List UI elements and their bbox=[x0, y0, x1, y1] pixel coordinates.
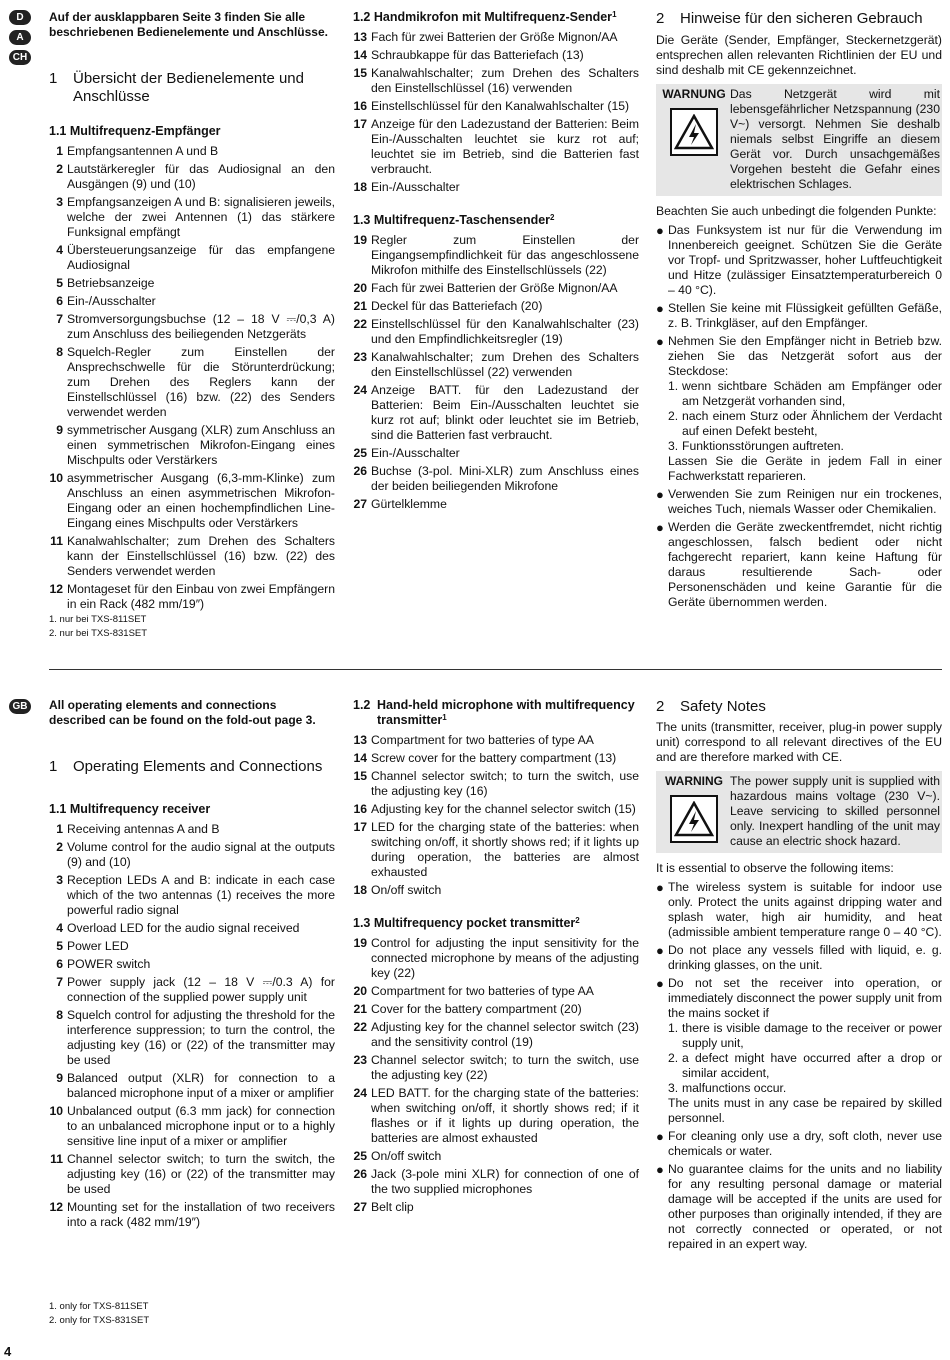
item-number: 15 bbox=[353, 769, 367, 783]
sub-item bbox=[668, 1081, 942, 1096]
item-number: 4 bbox=[56, 243, 63, 257]
item-text: Power supply jack (12 – 18 V ⎓/0.3 A) for connection of the supplied power supply unit bbox=[67, 975, 335, 1004]
item-number: 16 bbox=[353, 802, 367, 816]
list-item bbox=[49, 1071, 335, 1101]
en-section-2-title: Safety Notes bbox=[680, 698, 766, 715]
item-text: Ein-/Ausschalter bbox=[371, 180, 460, 194]
item-text: Fach für zwei Batterien der Größe Mignon/AA bbox=[371, 30, 618, 44]
list-item bbox=[353, 180, 639, 195]
language-badge-gb: GB bbox=[9, 699, 31, 714]
item-number: 19 bbox=[353, 233, 367, 247]
en-section-1-1-title: 1.1 Multifrequency receiver bbox=[49, 802, 211, 816]
en-section-1-heading bbox=[49, 758, 335, 776]
item-text: Regler zum Einstellen der Eingangsempfindlichkeit für das angeschlossene Mikrofon mithilfe des Einstellschlüssels (22) bbox=[371, 233, 639, 277]
de-footnote-2: 2. nur bei TXS-831SET bbox=[49, 628, 148, 639]
en-section-1-2-number: 1.2 bbox=[353, 698, 371, 712]
item-text: Control for adjusting the input sensitivity for the connected microphone by means of the adjusting key (22) bbox=[371, 936, 639, 980]
bullet-item bbox=[656, 880, 942, 940]
item-text: Empfangsantennen A und B bbox=[67, 144, 219, 158]
item-text: Ein-/Ausschalter bbox=[371, 446, 460, 460]
de-section-2-number: 2 bbox=[656, 10, 665, 27]
item-text: Balanced output (XLR) for connection to a balanced microphone input of a mixer or amplifier bbox=[67, 1071, 335, 1100]
bullet-text: For cleaning only use a dry, soft cloth, never use chemicals or water. bbox=[668, 1129, 942, 1158]
list-item bbox=[49, 534, 335, 579]
footnote-ref-2-en: 2 bbox=[575, 916, 580, 925]
item-number: 24 bbox=[353, 1086, 367, 1100]
list-item bbox=[353, 1020, 639, 1050]
item-number: 8 bbox=[56, 345, 63, 359]
item-number: 18 bbox=[353, 883, 367, 897]
item-text: Stromversorgungsbuchse (12 – 18 V ⎓/0,3 A) zum Anschluss des beiliegenden Netzgeräts bbox=[67, 312, 335, 341]
item-number: 17 bbox=[353, 820, 367, 834]
item-text: Fach für zwei Batterien der Größe Mignon/AA bbox=[371, 281, 618, 295]
item-number: 13 bbox=[353, 733, 367, 747]
bullet-item bbox=[656, 301, 942, 331]
item-text: Power LED bbox=[67, 939, 129, 953]
item-text: Cover for the battery compartment (20) bbox=[371, 1002, 582, 1016]
item-text: Squelch-Regler zum Einstellen der Ansprechschwelle für die Störunterdrückung; zum Drehen des Reglers kann der Einstellschlüssel (16) bzw. (22) des Senders verwendet werden bbox=[67, 345, 335, 419]
list-item bbox=[49, 582, 335, 612]
en-footnote-2: 2. only for TXS-831SET bbox=[49, 1315, 150, 1326]
item-number: 22 bbox=[353, 1020, 367, 1034]
list-item bbox=[353, 769, 639, 799]
list-item bbox=[353, 1200, 639, 1215]
language-divider bbox=[49, 669, 942, 670]
de-receiver-list bbox=[49, 144, 335, 612]
bullet-icon: ● bbox=[656, 1129, 664, 1144]
bullet-icon: ● bbox=[656, 520, 664, 535]
en-warning-text: The power supply unit is supplied with hazardous mains voltage (230 V~). Leave servicing to skilled personnel only. Inexpert handling of the unit may cause an electric shock hazard. bbox=[730, 774, 940, 848]
bullet-item bbox=[656, 943, 942, 973]
item-text: Mounting set for the installation of two receivers into a rack (482 mm/19″) bbox=[67, 1200, 335, 1229]
item-number: 25 bbox=[353, 1149, 367, 1163]
item-text: Kanalwahlschalter; zum Drehen des Schalters den Einstellschlüssel (22) verwenden bbox=[371, 350, 639, 379]
de-section-1-3-heading bbox=[353, 213, 639, 228]
list-item bbox=[49, 873, 335, 918]
item-text: symmetrischer Ausgang (XLR) zum Anschluss an einen symmetrischen Mikrofon-Eingang eines Mischpults oder Verstärkers bbox=[67, 423, 335, 467]
item-number: 21 bbox=[353, 1002, 367, 1016]
item-text: Anzeige für den Ladezustand der Batterien: Beim Ein-/Ausschalten leuchtet sie kurz rot auf; leuchtet sie im Betrieb, sind die Batterien fast verbraucht. bbox=[371, 117, 639, 176]
de-section-2-intro: Die Geräte (Sender, Empfänger, Steckernetzgerät) entsprechen allen relevanten Richtlinien der EU und sind deshalb mit CE gekennzeichnet. bbox=[656, 33, 942, 77]
list-item bbox=[353, 233, 639, 278]
list-item bbox=[49, 1008, 335, 1068]
en-section-2-heading bbox=[656, 698, 942, 716]
sub-item bbox=[668, 409, 942, 439]
item-text: LED BATT. for the charging state of the batteries: when switching on/off, it shortly shows red; if it flashes or if it lights up during operation, the batteries are almost exhausted bbox=[371, 1086, 639, 1145]
item-text: LED for the charging state of the batteries: when switching on/off, it shortly shows red; if it lights up during operation, the batteries are almost exhausted bbox=[371, 820, 639, 879]
item-number: 1 bbox=[56, 822, 63, 836]
de-column-2 bbox=[353, 10, 639, 515]
item-text: Overload LED for the audio signal received bbox=[67, 921, 300, 935]
list-item bbox=[49, 822, 335, 837]
item-number: 16 bbox=[353, 99, 367, 113]
item-number: 3 bbox=[56, 873, 63, 887]
bullet-text: Do not set the receiver into operation, or immediately disconnect the power supply unit from the mains socket if bbox=[668, 976, 942, 1020]
bullet-item bbox=[656, 487, 942, 517]
bullet-text: Stellen Sie keine mit Flüssigkeit gefüllten Gefäße, z. B. Trinkgläser, auf den Empfänger. bbox=[668, 301, 942, 330]
list-item bbox=[49, 939, 335, 954]
en-section-1-3-title: 1.3 Multifrequency pocket transmitter bbox=[353, 916, 576, 930]
list-item bbox=[353, 1086, 639, 1146]
de-section-2-title: Hinweise für den sicheren Gebrauch bbox=[680, 10, 923, 27]
item-text: Adjusting key for the channel selector switch (23) and the sensitivity control (19) bbox=[371, 1020, 639, 1049]
sub-item-number: 1. bbox=[668, 379, 679, 393]
list-item bbox=[353, 30, 639, 45]
sub-item-number: 3. bbox=[668, 1081, 679, 1095]
sub-item-text: malfunctions occur. bbox=[682, 1081, 787, 1095]
de-handheld-list bbox=[353, 30, 639, 195]
list-item bbox=[49, 471, 335, 531]
list-item bbox=[353, 299, 639, 314]
item-text: Belt clip bbox=[371, 1200, 414, 1214]
en-section-1-2-heading bbox=[353, 698, 639, 728]
item-text: Ein-/Ausschalter bbox=[67, 294, 156, 308]
list-item bbox=[49, 243, 335, 273]
item-number: 1 bbox=[56, 144, 63, 158]
sub-item-text: there is visible damage to the receiver or power supply unit, bbox=[682, 1021, 942, 1050]
en-section-2-intro: The units (transmitter, receiver, plug-in power supply unit) correspond to all relevant directives of the EU and are therefore marked with CE. bbox=[656, 720, 942, 764]
list-item bbox=[353, 350, 639, 380]
de-footnote-1: 1. nur bei TXS-811SET bbox=[49, 614, 147, 625]
item-text: Schraubkappe für das Batteriefach (13) bbox=[371, 48, 584, 62]
item-text: Betriebsanzeige bbox=[67, 276, 155, 290]
en-column-2 bbox=[353, 698, 639, 1218]
list-item bbox=[353, 66, 639, 96]
de-section-1-number: 1 bbox=[49, 70, 58, 87]
footnote-ref-2: 2 bbox=[550, 213, 555, 222]
item-text: Lautstärkeregler für das Audiosignal an den Ausgängen (9) und (10) bbox=[67, 162, 335, 191]
list-item bbox=[353, 99, 639, 114]
item-number: 25 bbox=[353, 446, 367, 460]
sub-item-number: 2. bbox=[668, 409, 679, 423]
item-text: Compartment for two batteries of type AA bbox=[371, 984, 594, 998]
de-footnotes bbox=[49, 613, 147, 641]
list-item bbox=[353, 317, 639, 347]
bullet-text: No guarantee claims for the units and no liability for any resulting personal damage or material damage will be accepted if the units are used for other purposes than originally intended, if they are not correctly connected or operated, or not repaired in an expert way. bbox=[668, 1162, 942, 1251]
sub-item-text: Funktionsstörungen auftreten. bbox=[682, 439, 844, 453]
item-number: 20 bbox=[353, 984, 367, 998]
list-item bbox=[353, 751, 639, 766]
item-number: 19 bbox=[353, 936, 367, 950]
list-item bbox=[353, 1149, 639, 1164]
item-number: 24 bbox=[353, 383, 367, 397]
en-footnote-1: 1. only for TXS-811SET bbox=[49, 1301, 149, 1312]
en-warning-box bbox=[656, 771, 942, 853]
bullet-item bbox=[656, 1129, 942, 1159]
item-number: 5 bbox=[56, 276, 63, 290]
item-number: 2 bbox=[56, 162, 63, 176]
item-number: 10 bbox=[49, 1104, 63, 1118]
item-number: 14 bbox=[353, 48, 367, 62]
item-number: 11 bbox=[50, 534, 63, 548]
item-number: 11 bbox=[50, 1152, 63, 1166]
en-footnotes bbox=[49, 1300, 149, 1328]
footnote-ref-1-en: 1 bbox=[442, 713, 447, 722]
list-item bbox=[49, 312, 335, 342]
list-item bbox=[49, 423, 335, 468]
de-intro: Auf der ausklappbaren Seite 3 finden Sie alle beschriebenen Bedienelemente und Anschlüsse. bbox=[49, 10, 328, 39]
list-item bbox=[353, 802, 639, 817]
item-number: 2 bbox=[56, 840, 63, 854]
list-item bbox=[49, 921, 335, 936]
high-voltage-icon bbox=[670, 108, 718, 156]
bullet-text: Verwenden Sie zum Reinigen nur ein trockenes, weiches Tuch, niemals Wasser oder Chemikalien. bbox=[668, 487, 942, 516]
de-section-1-2-title: 1.2 Handmikrofon mit Multifrequenz-Sender bbox=[353, 10, 613, 24]
page-number: 4 bbox=[4, 1344, 12, 1359]
bullet-icon: ● bbox=[656, 487, 664, 502]
list-item bbox=[49, 195, 335, 240]
item-text: On/off switch bbox=[371, 883, 442, 897]
item-text: Montageset für den Einbau von zwei Empfängern in ein Rack (482 mm/19″) bbox=[67, 582, 335, 611]
item-number: 7 bbox=[56, 975, 63, 989]
item-text: Receiving antennas A and B bbox=[67, 822, 220, 836]
bullet-icon: ● bbox=[656, 880, 664, 895]
item-number: 6 bbox=[56, 294, 63, 308]
list-item bbox=[49, 1152, 335, 1197]
bullet-item bbox=[656, 223, 942, 298]
bullet-text: The wireless system is suitable for indoor use only. Protect the units against dripping water and splash water, high air humidity, and heat (admissible ambient temperature range 0 – 40 °C). bbox=[668, 880, 942, 939]
sub-item bbox=[668, 379, 942, 409]
sub-item-number: 2. bbox=[668, 1051, 679, 1065]
en-section-1-2-title: Hand-held microphone with multifrequency transmitter bbox=[377, 698, 635, 727]
item-text: Buchse (3-pol. Mini-XLR) zum Anschluss eines der beiden beiliegenden Mikrofone bbox=[371, 464, 639, 493]
list-item bbox=[353, 281, 639, 296]
footnote-ref-1: 1 bbox=[612, 10, 617, 19]
de-section-2-heading bbox=[656, 10, 942, 28]
bullet-text: Nehmen Sie den Empfänger nicht in Betrieb bzw. ziehen Sie das Netzgerät sofort aus der Steckdose: bbox=[668, 334, 942, 378]
list-item bbox=[353, 117, 639, 177]
en-section-1-3-heading bbox=[353, 916, 639, 931]
item-text: Channel selector switch; to turn the switch, use the adjusting key (22) bbox=[371, 1053, 639, 1082]
list-item bbox=[49, 294, 335, 309]
list-item bbox=[353, 464, 639, 494]
list-item bbox=[353, 1167, 639, 1197]
item-number: 17 bbox=[353, 117, 367, 131]
language-badge-d: D bbox=[9, 10, 31, 25]
list-item bbox=[49, 162, 335, 192]
bullet-text: Das Funksystem ist nur für die Verwendung im Innenbereich geeignet. Schützen Sie die Geräte vor Tropf- und Spritzwasser, hoher Luftfeuchtigkeit und Hitze (zulässiger Einsatztemperaturbereich 0 – 40 °C). bbox=[668, 223, 942, 297]
item-text: Gürtelklemme bbox=[371, 497, 447, 511]
item-text: POWER switch bbox=[67, 957, 151, 971]
sub-item-text: nach einem Sturz oder Ähnlichem der Verdacht auf einen Defekt besteht, bbox=[682, 409, 942, 438]
item-text: On/off switch bbox=[371, 1149, 442, 1163]
bullet-icon: ● bbox=[656, 1162, 664, 1177]
item-text: Squelch control for adjusting the threshold for the interference suppression; to turn the control, the adjusting key (16) or (22) of the transmitter may be used bbox=[67, 1008, 335, 1067]
list-item bbox=[353, 883, 639, 898]
en-section-1-title: Operating Elements and Connections bbox=[73, 758, 323, 775]
de-warning-box bbox=[656, 84, 942, 196]
language-badges-en bbox=[9, 699, 31, 714]
sub-item bbox=[668, 1051, 942, 1081]
item-number: 26 bbox=[353, 464, 367, 478]
bullet-icon: ● bbox=[656, 334, 664, 349]
de-section-1-heading bbox=[49, 70, 335, 106]
item-text: Deckel für das Batteriefach (20) bbox=[371, 299, 543, 313]
bullet-text: Werden die Geräte zweckentfremdet, nicht richtig angeschlossen, falsch bedient oder nicht fachgerecht repariert, kann keine Haftung für daraus resultierende Sach- oder Personenschäden und keine Garantie für die Geräte übernommen werden. bbox=[668, 520, 942, 609]
en-section-1-number: 1 bbox=[49, 758, 58, 775]
item-text: Adjusting key for the channel selector switch (15) bbox=[371, 802, 636, 816]
list-item bbox=[353, 1053, 639, 1083]
de-column-1 bbox=[49, 10, 335, 615]
de-section-1-3-title: 1.3 Multifrequenz-Taschensender bbox=[353, 213, 551, 227]
list-item bbox=[353, 733, 639, 748]
item-number: 26 bbox=[353, 1167, 367, 1181]
item-number: 10 bbox=[49, 471, 63, 485]
item-number: 21 bbox=[353, 299, 367, 313]
list-item bbox=[353, 936, 639, 981]
list-item bbox=[49, 1104, 335, 1149]
item-text: Reception LEDs A and B: indicate in each case which of the two antennas (1) receives the more powerful radio signal bbox=[67, 873, 335, 917]
list-item bbox=[353, 383, 639, 443]
item-text: Compartment for two batteries of type AA bbox=[371, 733, 594, 747]
list-item bbox=[49, 144, 335, 159]
item-text: Jack (3-pole mini XLR) for connection of one of the two supplied microphones bbox=[371, 1167, 639, 1196]
language-badges-de bbox=[9, 10, 31, 65]
item-text: Screw cover for the battery compartment (13) bbox=[371, 751, 617, 765]
item-number: 7 bbox=[56, 312, 63, 326]
item-number: 12 bbox=[49, 582, 63, 596]
item-number: 9 bbox=[56, 1071, 63, 1085]
item-text: Übersteuerungsanzeige für das empfangene Audiosignal bbox=[67, 243, 335, 272]
item-text: asymmetrischer Ausgang (6,3-mm-Klinke) zum Anschluss an einen asymmetrischen Mikrofon-Eingang oder an einen hochempfindlichen Line-Eingang eines Mischpults oder Verstärkers bbox=[67, 471, 335, 530]
repair-note: The units must in any case be repaired by skilled personnel. bbox=[668, 1096, 942, 1125]
de-warning-label: WARNUNG bbox=[662, 87, 726, 101]
language-badge-ch: CH bbox=[9, 50, 31, 65]
language-badge-a: A bbox=[9, 30, 31, 45]
item-number: 4 bbox=[56, 921, 63, 935]
bullet-item bbox=[656, 334, 942, 484]
de-safety-bullets bbox=[656, 223, 942, 610]
en-column-1 bbox=[49, 698, 335, 1233]
de-section-1-title: Übersicht der Bedienelemente und Anschlüsse bbox=[73, 70, 304, 105]
bullet-item bbox=[656, 520, 942, 610]
list-item bbox=[353, 446, 639, 461]
en-safety-bullets bbox=[656, 880, 942, 1252]
bullet-item bbox=[656, 1162, 942, 1252]
item-number: 3 bbox=[56, 195, 63, 209]
list-item bbox=[353, 1002, 639, 1017]
sub-item bbox=[668, 1021, 942, 1051]
list-item bbox=[49, 957, 335, 972]
item-number: 27 bbox=[353, 1200, 367, 1214]
list-item bbox=[49, 975, 335, 1005]
item-number: 27 bbox=[353, 497, 367, 511]
item-number: 6 bbox=[56, 957, 63, 971]
list-item bbox=[353, 820, 639, 880]
item-text: Channel selector switch; to turn the switch, use the adjusting key (16) bbox=[371, 769, 639, 798]
repair-note: Lassen Sie die Geräte in jedem Fall in einer Fachwerkstatt reparieren. bbox=[668, 454, 942, 483]
en-handheld-list bbox=[353, 733, 639, 898]
bullet-icon: ● bbox=[656, 223, 664, 238]
de-pocket-list bbox=[353, 233, 639, 512]
item-text: Kanalwahlschalter; zum Drehen des Schalters den Einstellschlüssel (16) verwenden bbox=[371, 66, 639, 95]
en-receiver-list bbox=[49, 822, 335, 1230]
item-number: 14 bbox=[353, 751, 367, 765]
list-item bbox=[353, 497, 639, 512]
en-intro: All operating elements and connections described can be found on the fold-out page 3. bbox=[49, 698, 316, 727]
de-section-1-2-heading bbox=[353, 10, 639, 25]
item-number: 12 bbox=[49, 1200, 63, 1214]
item-text: Channel selector switch; to turn the switch, the adjusting key (16) or (22) of the transmitter may be used bbox=[67, 1152, 335, 1196]
sub-item-number: 3. bbox=[668, 439, 679, 453]
item-number: 23 bbox=[353, 350, 367, 364]
de-warning-text: Das Netzgerät wird mit lebensgefährlicher Netzspannung (230 V~) versorgt. Nehmen Sie deshalb niemals selbst Eingriffe an diesem Gerät vor. Durch unsachgemäßes Vorgehen besteht die Gefahr eines elektrischen Schlages. bbox=[730, 87, 940, 191]
bullet-icon: ● bbox=[656, 943, 664, 958]
sub-item-number: 1. bbox=[668, 1021, 679, 1035]
list-item bbox=[353, 48, 639, 63]
item-text: Unbalanced output (6.3 mm jack) for connection to an unbalanced microphone input or to a highly sensitive line input of a mixer or amplifier bbox=[67, 1104, 335, 1148]
item-text: Volume control for the audio signal at the outputs (9) and (10) bbox=[67, 840, 335, 869]
item-number: 20 bbox=[353, 281, 367, 295]
de-section-1-1-title: 1.1 Multifrequenz-Empfänger bbox=[49, 124, 221, 138]
sub-item bbox=[668, 439, 942, 454]
item-number: 22 bbox=[353, 317, 367, 331]
item-number: 8 bbox=[56, 1008, 63, 1022]
item-text: Kanalwahlschalter; zum Drehen des Schalters kann der Einstellschlüssel (16) bzw. (22) des Senders verwendet werden bbox=[67, 534, 335, 578]
item-text: Anzeige BATT. für den Ladezustand der Batterien: Beim Ein-/Ausschalten leuchtet sie kurz rot auf; blinkt oder leuchtet sie im Betrieb, sind die Batterien fast verbraucht. bbox=[371, 383, 639, 442]
high-voltage-icon bbox=[670, 795, 718, 843]
sub-item-text: a defect might have occurred after a drop or similar accident, bbox=[682, 1051, 942, 1080]
de-column-3 bbox=[656, 10, 942, 613]
item-text: Einstellschlüssel für den Kanalwahlschalter (15) bbox=[371, 99, 630, 113]
list-item bbox=[353, 984, 639, 999]
item-text: Einstellschlüssel für den Kanalwahlschalter (23) und den Empfindlichkeitsregler (19) bbox=[371, 317, 639, 346]
item-number: 5 bbox=[56, 939, 63, 953]
item-number: 9 bbox=[56, 423, 63, 437]
item-number: 23 bbox=[353, 1053, 367, 1067]
bullet-icon: ● bbox=[656, 301, 664, 316]
de-observe-text: Beachten Sie auch unbedingt die folgenden Punkte: bbox=[656, 204, 937, 218]
en-column-3 bbox=[656, 698, 942, 1255]
en-pocket-list bbox=[353, 936, 639, 1215]
item-number: 15 bbox=[353, 66, 367, 80]
item-text: Empfangsanzeigen A und B: signalisieren jeweils, welche der zwei Antennen (1) das stärkere Funksignal empfängt bbox=[67, 195, 335, 239]
list-item bbox=[49, 276, 335, 291]
list-item bbox=[49, 345, 335, 420]
sub-item-text: wenn sichtbare Schäden am Empfänger oder am Netzgerät vorhanden sind, bbox=[682, 379, 942, 408]
en-observe-text: It is essential to observe the following items: bbox=[656, 861, 894, 875]
bullet-icon: ● bbox=[656, 976, 664, 991]
list-item bbox=[49, 1200, 335, 1230]
item-number: 13 bbox=[353, 30, 367, 44]
en-section-2-number: 2 bbox=[656, 698, 665, 715]
item-number: 18 bbox=[353, 180, 367, 194]
list-item bbox=[49, 840, 335, 870]
en-warning-label: WARNING bbox=[665, 774, 723, 788]
bullet-text: Do not place any vessels filled with liquid, e. g. drinking glasses, on the unit. bbox=[668, 943, 942, 972]
bullet-item bbox=[656, 976, 942, 1126]
